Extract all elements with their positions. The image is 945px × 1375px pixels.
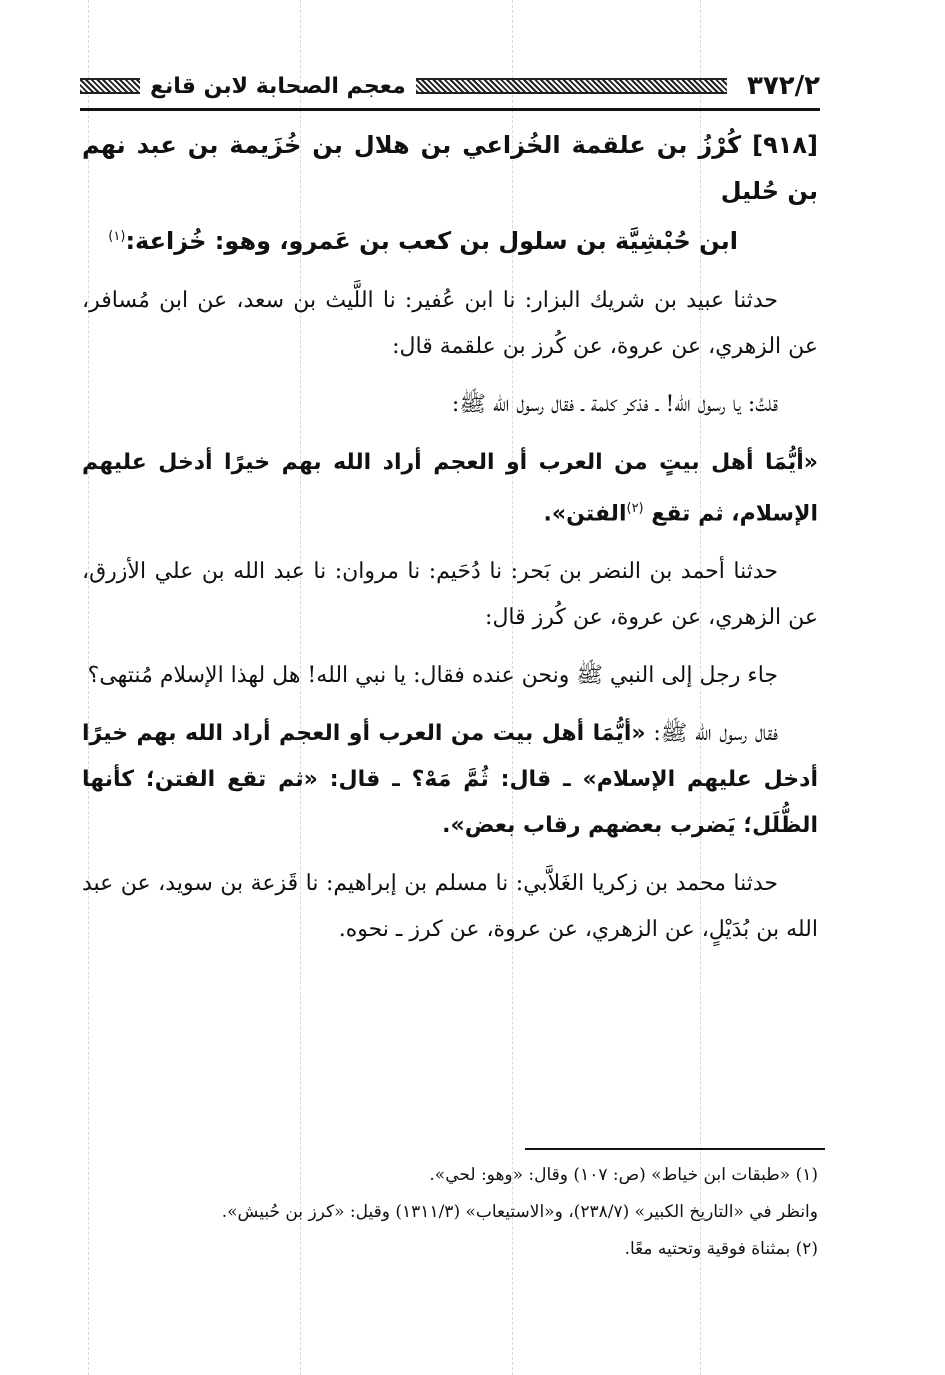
hadith-text: الفتن». <box>543 501 627 527</box>
footnote: وانظر في «التاريخ الكبير» (٢٣٨/٧)، و«الاستيعاب» (١٣١١/٣) وقيل: «كرز بن حُبيش». <box>221 1202 818 1222</box>
entry-title <box>82 122 818 264</box>
running-header <box>80 66 820 106</box>
main-text <box>82 122 818 965</box>
hadith-paragraph <box>82 440 818 537</box>
narration-paragraph: قلتُ: يا رسول الله! ـ فذكر كلمة ـ فقال رسول الله ﷺ: <box>451 392 778 417</box>
narration-paragraph <box>82 711 818 849</box>
hadith-text: «أيُّمَا أهل بيتٍ من العرب أو العجم أراد الله بهم خيرًا أدخل عليهم الإسلام، ثم تقع <box>82 450 818 527</box>
hadith-text: «أيُّمَا أهل بيت من العرب أو العجم أراد الله بهم خيرًا أدخل عليهم الإسلام» ـ قال: ثُمَّ مَهْ؟ ـ قال: «ثم تقع الفتن؛ كأنها الظُّلَل؛ يَضرب بعضهم رقاب بعض». <box>82 721 818 839</box>
footnote: (٢) بمثناة فوقية وتحتيه معًا. <box>624 1239 818 1259</box>
footnote-ref: (٢) <box>626 501 644 516</box>
entry-title-text: ابن حُبْشِيَّة بن سلول بن كعب بن عَمرو، وهو: خُزاعة: <box>125 227 738 255</box>
entry-title-line-2 <box>82 214 818 264</box>
entry-title-line-1: [٩١٨] كُرْزُ بن علقمة الخُزاعي بن هلال بن خُزَيمة بن عبد نهم بن حُليل <box>82 131 818 205</box>
narration-paragraph: جاء رجل إلى النبي ﷺ ونحن عنده فقال: يا نبي الله! هل لهذا الإسلام مُنتهى؟ <box>87 663 778 689</box>
narration-text: فقال رسول الله ﷺ: <box>653 721 778 747</box>
isnad-paragraph: حدثنا محمد بن زكريا الغَلاَّبي: نا مسلم بن إبراهيم: نا قَزعة بن سويد، عن عبد الله بن بُدَيْلٍ، عن الزهري، عن عروة، عن كرز ـ نحوه. <box>82 871 818 943</box>
header-ornament <box>80 78 140 94</box>
footnote: (١) «طبقات ابن خياط» (ص: ١٠٧) وقال: «وهو: لحي». <box>429 1165 818 1185</box>
book-title: معجم الصحابة لابن قانع <box>150 73 406 99</box>
page-number: ٣٧٢/٢ <box>747 71 820 101</box>
isnad-paragraph: حدثنا أحمد بن النضر بن بَحر: نا دُحَيم: نا مروان: نا عبد الله بن علي الأزرق، عن الزهري، عن عروة، عن كُرز قال: <box>82 559 818 631</box>
footnote-ref: (١) <box>108 229 126 244</box>
header-ornament <box>416 78 727 94</box>
isnad-paragraph: حدثنا عبيد بن شريك البزار: نا ابن عُفير: نا اللَّيث بن سعد، عن ابن مُسافر، عن الزهري، عن عروة، عن كُرز بن علقمة قال: <box>82 288 818 359</box>
footnotes <box>82 1160 818 1271</box>
footnote-rule <box>525 1148 825 1150</box>
header-rule <box>80 108 820 111</box>
